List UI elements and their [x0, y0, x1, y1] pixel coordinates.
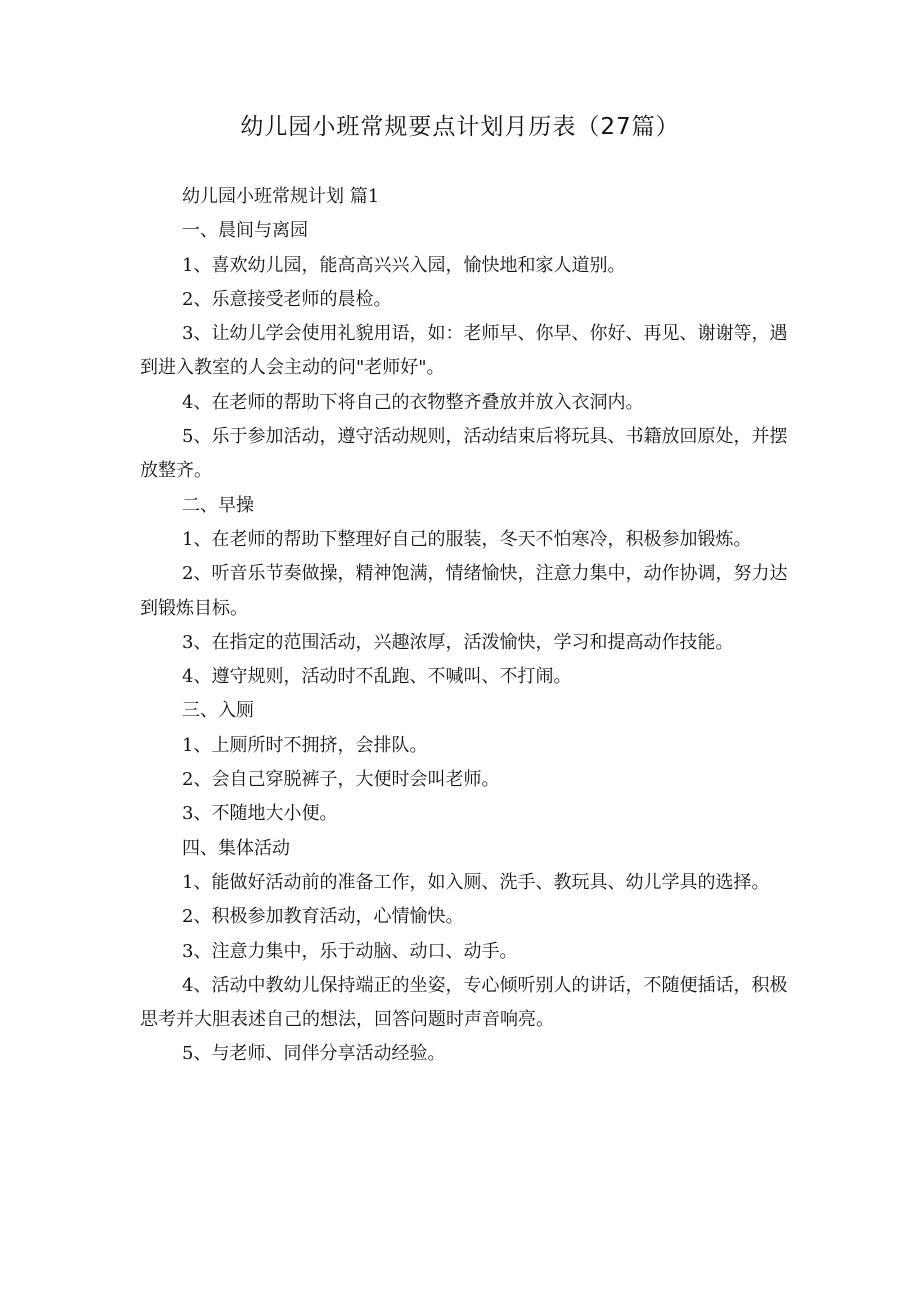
paragraph: 5、乐于参加活动，遵守活动规则，活动结束后将玩具、书籍放回原处，并摆放整齐。 — [140, 426, 788, 482]
paragraph: 3、在指定的范围活动，兴趣浓厚，活泼愉快，学习和提高动作技能。 — [182, 631, 734, 653]
section-heading: 四、集体活动 — [182, 837, 290, 859]
paragraph: 1、上厕所时不拥挤，会排队。 — [182, 734, 428, 756]
paragraph: 5、与老师、同伴分享活动经验。 — [182, 1043, 446, 1065]
paragraph: 2、会自己穿脱裤子，大便时会叫老师。 — [182, 769, 500, 791]
paragraph: 4、在老师的帮助下将自己的衣物整齐叠放并放入衣洞内。 — [182, 391, 644, 413]
paragraph: 2、乐意接受老师的晨检。 — [182, 288, 392, 310]
section-heading: 二、早操 — [182, 494, 254, 516]
section-heading: 三、入厕 — [182, 700, 254, 722]
paragraph: 1、喜欢幼儿园，能高高兴兴入园，愉快地和家人道别。 — [182, 254, 626, 276]
paragraph: 3、不随地大小便。 — [182, 803, 338, 825]
document-body — [140, 180, 800, 1072]
paragraph: 幼儿园小班常规计划 篇1 — [182, 186, 380, 207]
paragraph: 1、在老师的帮助下整理好自己的服装，冬天不怕寒冷，积极参加锻炼。 — [182, 528, 752, 550]
paragraph: 4、活动中教幼儿保持端正的坐姿，专心倾听别人的讲话，不随便插话，积极思考并大胆表述自己的想法，回答问题时声音响亮。 — [140, 974, 788, 1031]
document-title: 幼儿园小班常规要点计划月历表（27篇） — [240, 114, 680, 140]
paragraph: 2、积极参加教育活动，心情愉快。 — [182, 906, 464, 928]
paragraph: 1、能做好活动前的准备工作，如入厕、洗手、教玩具、幼儿学具的选择。 — [182, 871, 770, 893]
paragraph: 3、让幼儿学会使用礼貌用语，如：老师早、你早、你好、再见、谢谢等，遇到进入教室的人会主动的问"老师好"。 — [140, 323, 788, 379]
paragraph: 4、遵守规则，活动时不乱跑、不喊叫、不打闹。 — [182, 666, 572, 688]
paragraph: 3、注意力集中，乐于动脑、动口、动手。 — [182, 940, 518, 962]
section-heading: 一、晨间与离园 — [182, 220, 308, 242]
paragraph: 2、听音乐节奏做操，精神饱满，情绪愉快，注意力集中，动作协调，努力达到锻炼目标。 — [140, 563, 788, 619]
